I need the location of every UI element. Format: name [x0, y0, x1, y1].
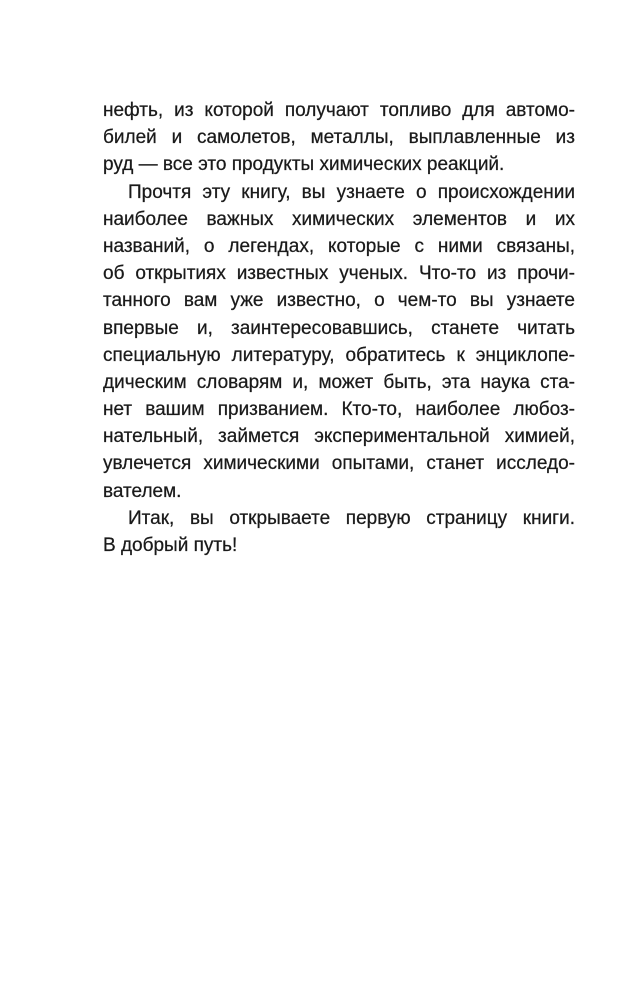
paragraph-3 — [103, 505, 575, 559]
text-line: танного вам уже известно, о чем-то вы узнаете — [103, 290, 575, 312]
text-line: впервые и, заинтересовавшись, станете читать — [103, 317, 575, 339]
text-line: билей и самолетов, металлы, выплавленные из — [103, 127, 575, 149]
body-text — [103, 97, 575, 559]
text-line: нет вашим призванием. Кто-то, наиболее любоз- — [103, 399, 575, 421]
text-line: Прочтя эту книгу, вы узнаете о происхождении — [128, 181, 575, 203]
text-line: вателем. — [103, 480, 182, 502]
text-line: об открытиях известных ученых. Что-то из прочи- — [103, 263, 575, 285]
text-line: В добрый путь! — [103, 535, 238, 556]
paragraph-2 — [103, 179, 575, 505]
text-line: дическим словарям и, может быть, эта наука ста- — [103, 371, 575, 393]
text-line: названий, о легендах, которые с ними связаны, — [103, 235, 575, 257]
text-line: наиболее важных химических элементов и их — [103, 208, 575, 230]
text-line: увлечется химическими опытами, станет исследо- — [103, 453, 575, 475]
text-line: Итак, вы открываете первую страницу книги. — [128, 507, 575, 529]
paragraph-1 — [103, 97, 575, 179]
text-line: руд — все это продукты химических реакций. — [103, 154, 505, 176]
text-line: нательный, займется экспериментальной химией, — [103, 426, 575, 448]
text-line: нефть, из которой получают топливо для автомо- — [103, 100, 575, 121]
text-line: специальную литературу, обратитесь к энциклопе- — [103, 344, 575, 366]
